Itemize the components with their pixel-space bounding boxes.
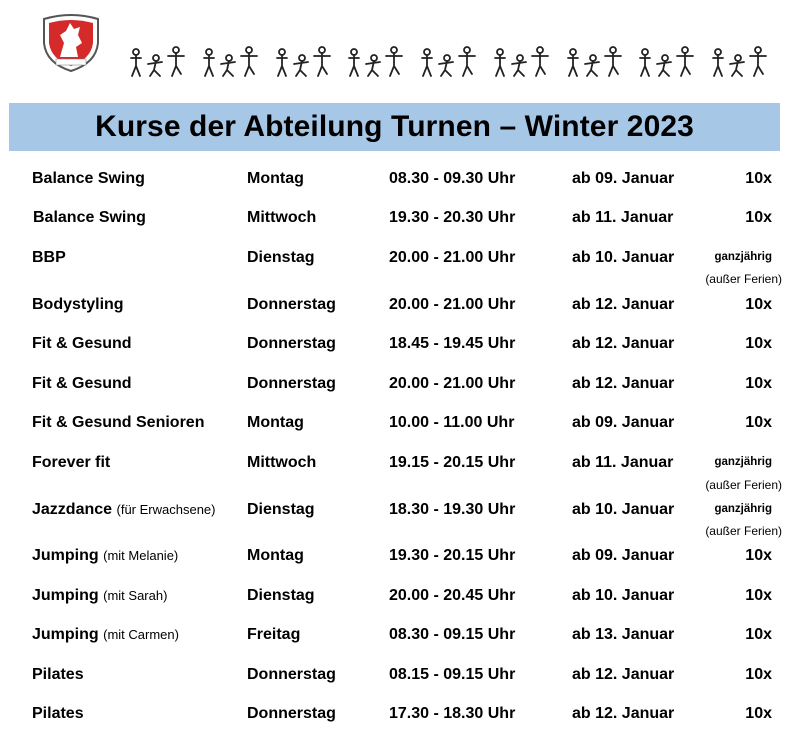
course-count: 10x: [745, 335, 772, 352]
course-count: 10x: [745, 587, 772, 604]
gymnast-figures-icon: [637, 44, 695, 80]
course-count: 10x: [745, 375, 772, 392]
course-day: Donnerstag: [247, 705, 336, 722]
course-name: Bodystyling: [32, 296, 124, 313]
gymnast-figures-icon: [346, 44, 404, 80]
course-count: 10x: [745, 626, 772, 643]
course-row: [0, 414, 790, 436]
course-start: ab 10. Januar: [572, 587, 675, 604]
gymnast-figures-row: [128, 44, 768, 82]
course-start: ab 09. Januar: [572, 170, 675, 187]
course-row: [0, 296, 790, 318]
gymnast-figures-icon: [274, 44, 332, 80]
course-time: 18.30 - 19.30 Uhr: [389, 501, 516, 518]
gymnast-figures-icon: [419, 44, 477, 80]
club-crest-icon: [36, 13, 106, 73]
course-row: [0, 249, 790, 271]
course-time: 19.30 - 20.30 Uhr: [389, 209, 516, 226]
course-time: 08.15 - 09.15 Uhr: [389, 666, 516, 683]
course-count-note: (außer Ferien): [705, 524, 782, 538]
course-name: Forever fit: [32, 454, 111, 471]
course-day: Dienstag: [247, 249, 315, 266]
course-day: Dienstag: [247, 501, 315, 518]
course-start: ab 11. Januar: [572, 209, 674, 226]
course-name: Jazzdance (für Erwachsene): [32, 501, 216, 518]
course-time: 20.00 - 21.00 Uhr: [389, 249, 516, 266]
course-start: ab 12. Januar: [572, 705, 675, 722]
course-day: Donnerstag: [247, 296, 336, 313]
course-name: Pilates: [32, 666, 84, 683]
course-time: 19.15 - 20.15 Uhr: [389, 454, 516, 471]
course-day: Donnerstag: [247, 335, 336, 352]
course-time: 18.45 - 19.45 Uhr: [389, 335, 516, 352]
course-start: ab 09. Januar: [572, 547, 675, 564]
course-row: [0, 335, 790, 357]
course-time: 20.00 - 21.00 Uhr: [389, 375, 516, 392]
course-count: 10x: [745, 209, 772, 226]
course-name: Balance Swing: [33, 209, 146, 226]
course-name: Fit & Gesund: [32, 335, 132, 352]
course-count: 10x: [745, 170, 772, 187]
course-row: [0, 626, 790, 648]
course-count: 10x: [745, 296, 772, 313]
course-row: [0, 666, 790, 688]
course-count: ganzjährig: [714, 251, 772, 263]
course-time: 17.30 - 18.30 Uhr: [389, 705, 516, 722]
course-start: ab 13. Januar: [572, 626, 675, 643]
gymnast-figures-icon: [565, 44, 623, 80]
course-name: Pilates: [32, 705, 84, 722]
course-row: [0, 705, 790, 727]
course-count: ganzjährig: [714, 503, 772, 515]
course-start: ab 12. Januar: [572, 335, 675, 352]
gymnast-figures-icon: [128, 44, 186, 80]
course-row: [0, 170, 790, 192]
course-day: Montag: [247, 547, 304, 564]
course-name: Fit & Gesund Senioren: [32, 414, 205, 431]
course-row: [0, 501, 790, 523]
course-row: [0, 547, 790, 569]
course-time: 08.30 - 09.30 Uhr: [389, 170, 516, 187]
gymnast-figures-icon: [492, 44, 550, 80]
course-name: BBP: [32, 249, 66, 266]
course-count: ganzjährig: [714, 456, 772, 468]
course-start: ab 12. Januar: [572, 375, 675, 392]
course-count: 10x: [745, 705, 772, 722]
page-title: Kurse der Abteilung Turnen – Winter 2023: [95, 110, 694, 143]
course-name: Fit & Gesund: [32, 375, 132, 392]
gymnast-figures-icon: [710, 44, 768, 80]
course-day: Montag: [247, 414, 304, 431]
course-time: 20.00 - 20.45 Uhr: [389, 587, 516, 604]
course-day: Freitag: [247, 626, 301, 643]
course-start: ab 12. Januar: [572, 296, 675, 313]
gymnast-figures-icon: [201, 44, 259, 80]
course-start: ab 10. Januar: [572, 501, 675, 518]
course-row: [0, 454, 790, 476]
course-time: 20.00 - 21.00 Uhr: [389, 296, 516, 313]
course-name: Jumping (mit Melanie): [32, 547, 179, 564]
course-start: ab 09. Januar: [572, 414, 675, 431]
course-start: ab 11. Januar: [572, 454, 674, 471]
course-row: [0, 375, 790, 397]
course-name: Balance Swing: [32, 170, 145, 187]
course-start: ab 12. Januar: [572, 666, 675, 683]
course-start: ab 10. Januar: [572, 249, 675, 266]
course-count-note: (außer Ferien): [705, 272, 782, 286]
course-count: 10x: [745, 666, 772, 683]
course-note: (mit Melanie): [103, 548, 179, 563]
course-day: Donnerstag: [247, 375, 336, 392]
course-time: 10.00 - 11.00 Uhr: [389, 414, 515, 431]
course-day: Donnerstag: [247, 666, 336, 683]
course-count-note: (außer Ferien): [705, 478, 782, 492]
course-time: 08.30 - 09.15 Uhr: [389, 626, 516, 643]
course-count: 10x: [745, 547, 772, 564]
course-row: [0, 209, 790, 231]
course-day: Mittwoch: [247, 454, 317, 471]
course-note: (für Erwachsene): [116, 502, 216, 517]
course-name: Jumping (mit Sarah): [32, 587, 168, 604]
course-name: Jumping (mit Carmen): [32, 626, 179, 643]
course-time: 19.30 - 20.15 Uhr: [389, 547, 516, 564]
course-day: Montag: [247, 170, 304, 187]
course-day: Dienstag: [247, 587, 315, 604]
title-banner: [9, 103, 780, 151]
course-count: 10x: [745, 414, 772, 431]
course-row: [0, 587, 790, 609]
course-note: (mit Sarah): [103, 588, 168, 603]
course-day: Mittwoch: [247, 209, 317, 226]
course-note: (mit Carmen): [103, 627, 179, 642]
